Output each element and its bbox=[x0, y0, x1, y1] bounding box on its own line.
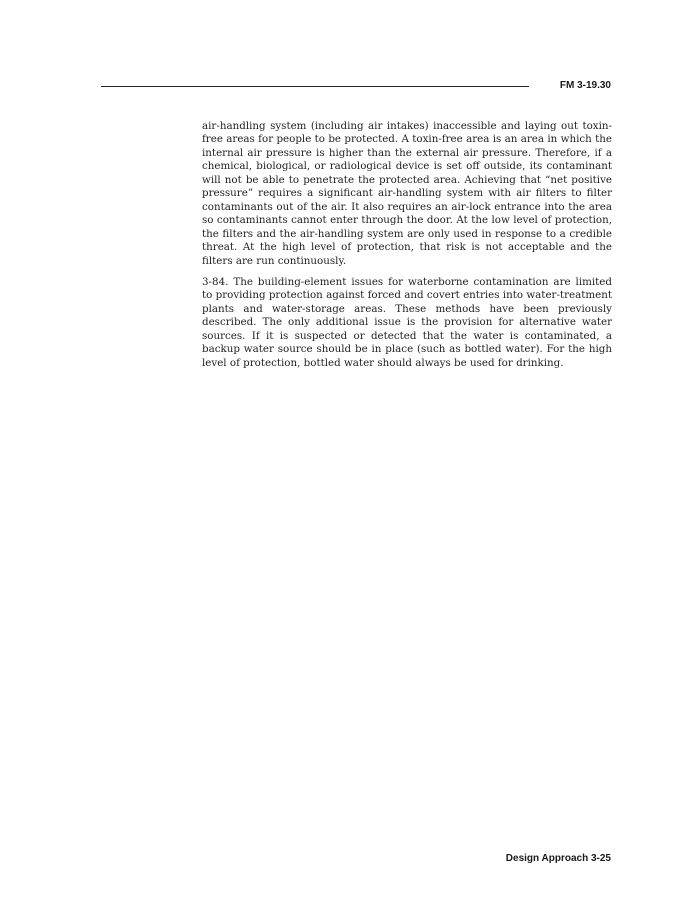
paragraph: air-handling system (including air intakes) inaccessible and laying out toxin-free areas for people to be protected. A toxin-free area is an area in which the internal air pressure is higher than the external air pressure. Therefore, if a chemical, biological, or radiological device is set off outside, its contaminant will not be able to penetrate the protected area. Achieving that “net positive pressure” requires a significant air-handling system with air filters to filter contaminants out of the air. It also requires an air-lock entrance into the area so contaminants cannot enter through the door. At the low level of protection, the filters and the air-handling system are only used in response to a credible threat. At the high level of protection, that risk is not acceptable and the filters are run continuously. bbox=[202, 120, 612, 267]
body-text bbox=[202, 120, 612, 378]
header-rule bbox=[101, 86, 529, 87]
document-code: FM 3-19.30 bbox=[559, 80, 611, 91]
page-footer: Design Approach 3-25 bbox=[505, 853, 611, 864]
paragraph: 3-84. The building-element issues for waterborne contamination are limited to providing protection against forced and covert entries into water-treatment plants and water-storage areas. These methods have been previously described. The only additional issue is the provision for alternative water sources. If it is suspected or detected that the water is contaminated, a backup water source should be in place (such as bottled water). For the high level of protection, bottled water should always be used for drinking. bbox=[202, 275, 612, 369]
